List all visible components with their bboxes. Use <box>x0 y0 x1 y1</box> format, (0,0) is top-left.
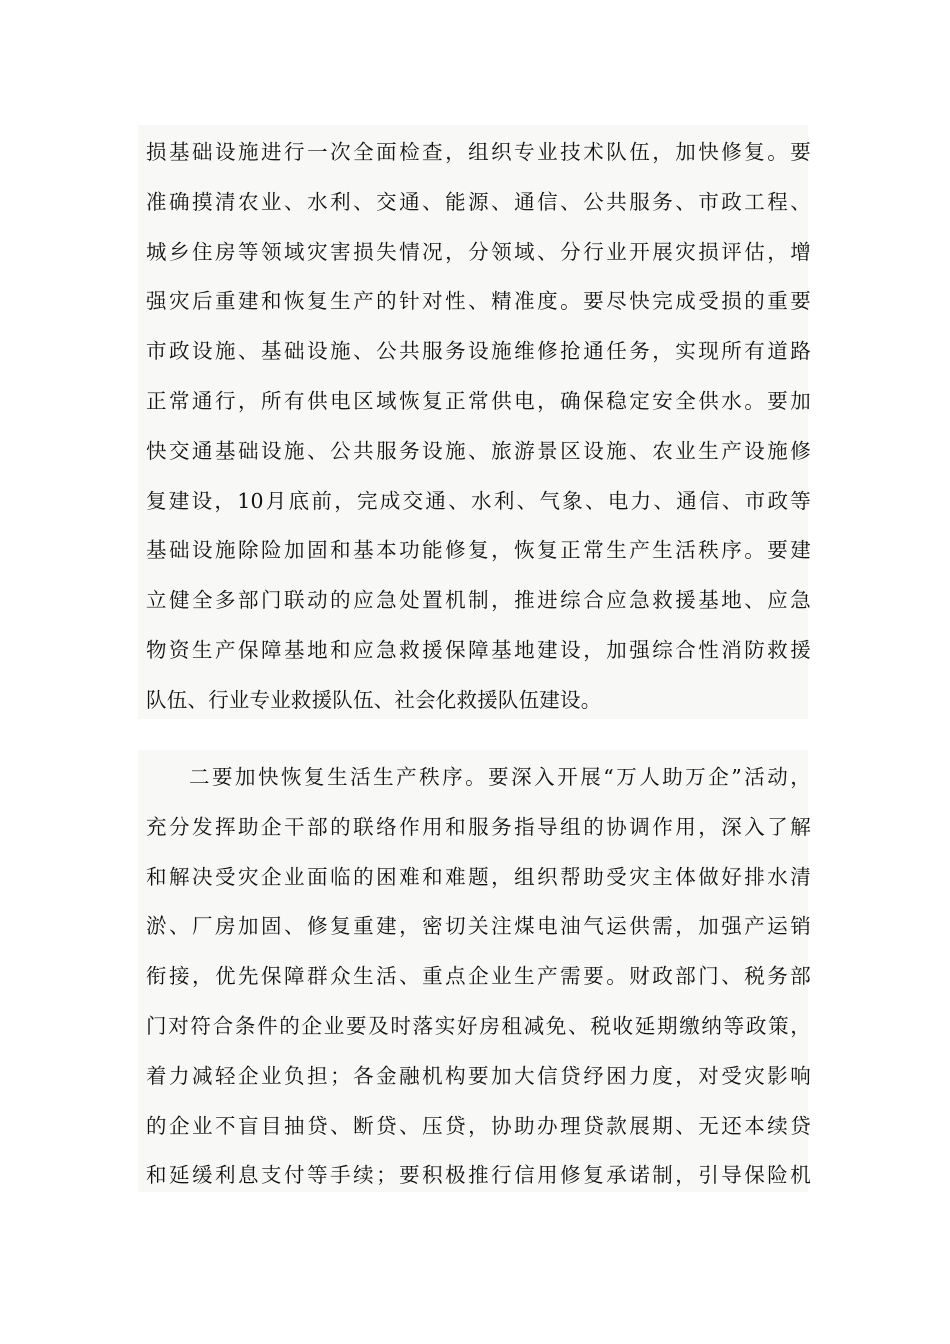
text-line: 和延缓利息支付等手续；要积极推行信用修复承诺制，引导保险机 <box>146 1163 811 1188</box>
text-line: 衔接，优先保障群众生活、重点企业生产需要。财政部门、税务部 <box>146 964 811 989</box>
text-line: 城乡住房等领域灾害损失情况，分领域、分行业开展灾损评估，增 <box>146 239 811 264</box>
text-line: 立健全多部门联动的应急处置机制，推进综合应急救援基地、应急 <box>146 588 811 613</box>
text-line: 强灾后重建和恢复生产的针对性、精准度。要尽快完成受损的重要 <box>146 289 811 314</box>
text-line: 复建设，10月底前，完成交通、水利、气象、电力、通信、市政等 <box>146 488 811 513</box>
text-line: 门对符合条件的企业要及时落实好房租减免、税收延期缴纳等政策， <box>146 1013 811 1038</box>
text-line: 淤、厂房加固、修复重建，密切关注煤电油气运供需，加强产运销 <box>146 914 811 939</box>
text-line: 着力减轻企业负担；各金融机构要加大信贷纾困力度，对受灾影响 <box>146 1063 811 1088</box>
text-line: 快交通基础设施、公共服务设施、旅游景区设施、农业生产设施修 <box>146 438 811 463</box>
text-line: 队伍、行业专业救援队伍、社会化救援队伍建设。 <box>146 687 602 712</box>
paragraph-1 <box>146 128 811 726</box>
text-line: 的企业不盲目抽贷、断贷、压贷，协助办理贷款展期、无还本续贷 <box>146 1113 811 1138</box>
text-line: 正常通行，所有供电区域恢复正常供电，确保稳定安全供水。要加 <box>146 388 811 413</box>
paragraph-2 <box>146 753 811 1201</box>
text-line: 损基础设施进行一次全面检查，组织专业技术队伍，加快修复。要 <box>146 140 811 164</box>
text-line: 基础设施除险加固和基本功能修复，恢复正常生产生活秩序。要建 <box>146 538 811 563</box>
text-line: 准确摸清农业、水利、交通、能源、通信、公共服务、市政工程、 <box>146 189 811 214</box>
text-line: 二要加快恢复生活生产秩序。要深入开展“万人助万企”活动， <box>189 765 811 789</box>
text-line: 物资生产保障基地和应急救援保障基地建设，加强综合性消防救援 <box>146 637 811 662</box>
text-line: 和解决受灾企业面临的困难和难题，组织帮助受灾主体做好排水清 <box>146 864 811 889</box>
text-line: 充分发挥助企干部的联络作用和服务指导组的协调作用，深入了解 <box>146 814 811 839</box>
text-line: 市政设施、基础设施、公共服务设施维修抢通任务，实现所有道路 <box>146 339 811 364</box>
